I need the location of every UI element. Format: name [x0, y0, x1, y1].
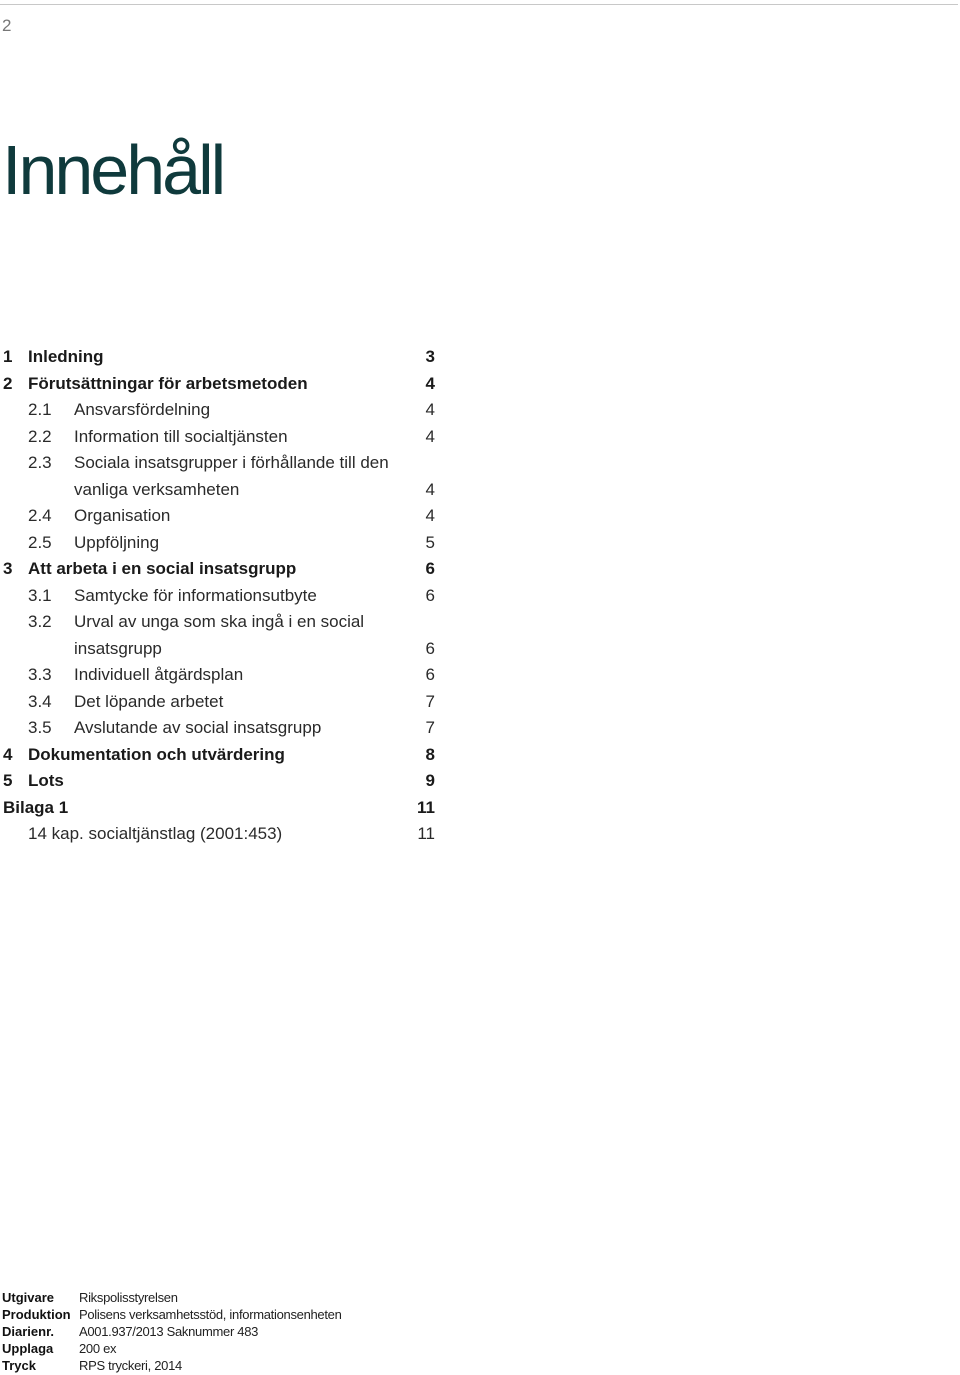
toc-entry-title: Ansvarsfördelning	[74, 400, 211, 419]
toc-entry-2-2[interactable]	[3, 424, 435, 451]
toc-entry-3-1[interactable]	[3, 583, 435, 610]
toc-entry-page: 5	[425, 532, 435, 552]
toc-entry-bilaga-1[interactable]	[3, 795, 435, 822]
toc-entry-bilaga-1-sub[interactable]	[3, 821, 435, 848]
toc-entry-number: 2.4	[28, 506, 52, 525]
table-of-contents	[3, 344, 435, 848]
top-rule	[0, 4, 958, 5]
colophon-label: Upplaga	[2, 1341, 54, 1356]
toc-entry-number: 2	[3, 373, 13, 393]
toc-entry-page: 4	[425, 426, 435, 446]
toc-entry-page: 4	[425, 506, 435, 525]
toc-entry-title: Dokumentation och utvärdering	[28, 744, 285, 764]
page-title: Innehåll	[2, 131, 224, 209]
toc-entry-2-3[interactable]	[3, 450, 435, 503]
toc-entry-number: 3.1	[28, 585, 52, 605]
toc-entry-title: Lots	[28, 771, 64, 790]
toc-entry-number: 4	[3, 744, 13, 764]
toc-entry-3-3[interactable]	[3, 662, 435, 689]
colophon-label: Diarienr.	[2, 1324, 55, 1339]
toc-entry-4[interactable]	[3, 742, 435, 769]
toc-entry-3-2[interactable]	[3, 609, 435, 662]
toc-entry-3-5[interactable]	[3, 715, 435, 742]
toc-entry-title: 14 kap. socialtjänstlag (2001:453)	[28, 824, 283, 843]
colophon-label: Produktion	[2, 1307, 71, 1322]
toc-entry-title: Avslutande av social insatsgrupp	[74, 718, 322, 737]
toc-entry-number: 3.5	[28, 718, 52, 737]
toc-entry-number: 1	[3, 347, 13, 366]
toc-entry-title: Det löpande arbetet	[74, 691, 224, 711]
toc-entry-1[interactable]	[3, 344, 435, 371]
colophon-value: Polisens verksamhetsstöd, informationsenheten	[79, 1307, 342, 1322]
toc-entry-number: 3.4	[28, 691, 52, 711]
toc-entry-number: 2.5	[28, 532, 52, 552]
toc-entry-title: Information till socialtjänsten	[74, 426, 288, 446]
toc-entry-number: 5	[3, 771, 13, 790]
toc-entry-page: 7	[425, 691, 435, 711]
toc-entry-page: 6	[425, 665, 435, 684]
toc-entry-title: Inledning	[28, 347, 104, 366]
toc-entry-page: 6	[425, 638, 435, 658]
toc-entry-2-1[interactable]	[3, 397, 435, 424]
toc-entry-number: 3	[3, 559, 13, 578]
toc-entry-3[interactable]	[3, 556, 435, 583]
toc-entry-title: Samtycke för informationsutbyte	[74, 585, 317, 605]
toc-entry-page: 9	[425, 771, 435, 790]
toc-entry-page: 8	[425, 744, 435, 764]
toc-entry-2[interactable]	[3, 371, 435, 398]
toc-entry-page: 7	[425, 718, 435, 737]
toc-entry-number: 2.3	[28, 453, 52, 472]
toc-entry-number: 2.1	[28, 400, 52, 419]
toc-entry-title: Att arbeta i en social insatsgrupp	[28, 559, 297, 578]
toc-entry-5[interactable]	[3, 768, 435, 795]
toc-entry-page: 11	[417, 797, 435, 817]
toc-entry-title: Sociala insatsgrupper i förhållande till den vanliga verksamheten	[74, 453, 389, 499]
toc-entry-number: 3.3	[28, 665, 52, 684]
toc-entry-page: 3	[425, 347, 435, 366]
toc-entry-page: 6	[425, 585, 435, 605]
toc-entry-number: 2.2	[28, 426, 52, 446]
colophon-label: Utgivare	[2, 1290, 55, 1305]
toc-entry-page: 4	[425, 373, 435, 393]
colophon-value: 200 ex	[79, 1341, 117, 1356]
colophon-value: Rikspolisstyrelsen	[79, 1290, 178, 1305]
toc-entry-2-4[interactable]	[3, 503, 435, 530]
colophon-value: A001.937/2013 Saknummer 483	[79, 1324, 259, 1339]
toc-entry-3-4[interactable]	[3, 689, 435, 716]
toc-entry-title: Urval av unga som ska ingå i en social insatsgrupp	[74, 612, 365, 658]
colophon-label: Tryck	[2, 1358, 36, 1373]
page-number: 2	[2, 16, 12, 35]
toc-entry-number: 3.2	[28, 612, 52, 631]
colophon-value: RPS tryckeri, 2014	[79, 1358, 182, 1373]
toc-entry-title: Förutsättningar för arbetsmetoden	[28, 373, 308, 393]
toc-entry-title: Uppföljning	[74, 532, 160, 552]
toc-entry-page: 11	[417, 824, 435, 843]
toc-entry-page: 4	[425, 400, 435, 419]
toc-entry-page: 4	[425, 479, 435, 499]
toc-entry-title: Organisation	[74, 506, 171, 525]
toc-entry-2-5[interactable]	[3, 530, 435, 557]
toc-entry-page: 6	[425, 559, 435, 578]
toc-entry-title: Bilaga 1	[3, 797, 69, 817]
toc-entry-title: Individuell åtgärdsplan	[74, 665, 244, 684]
